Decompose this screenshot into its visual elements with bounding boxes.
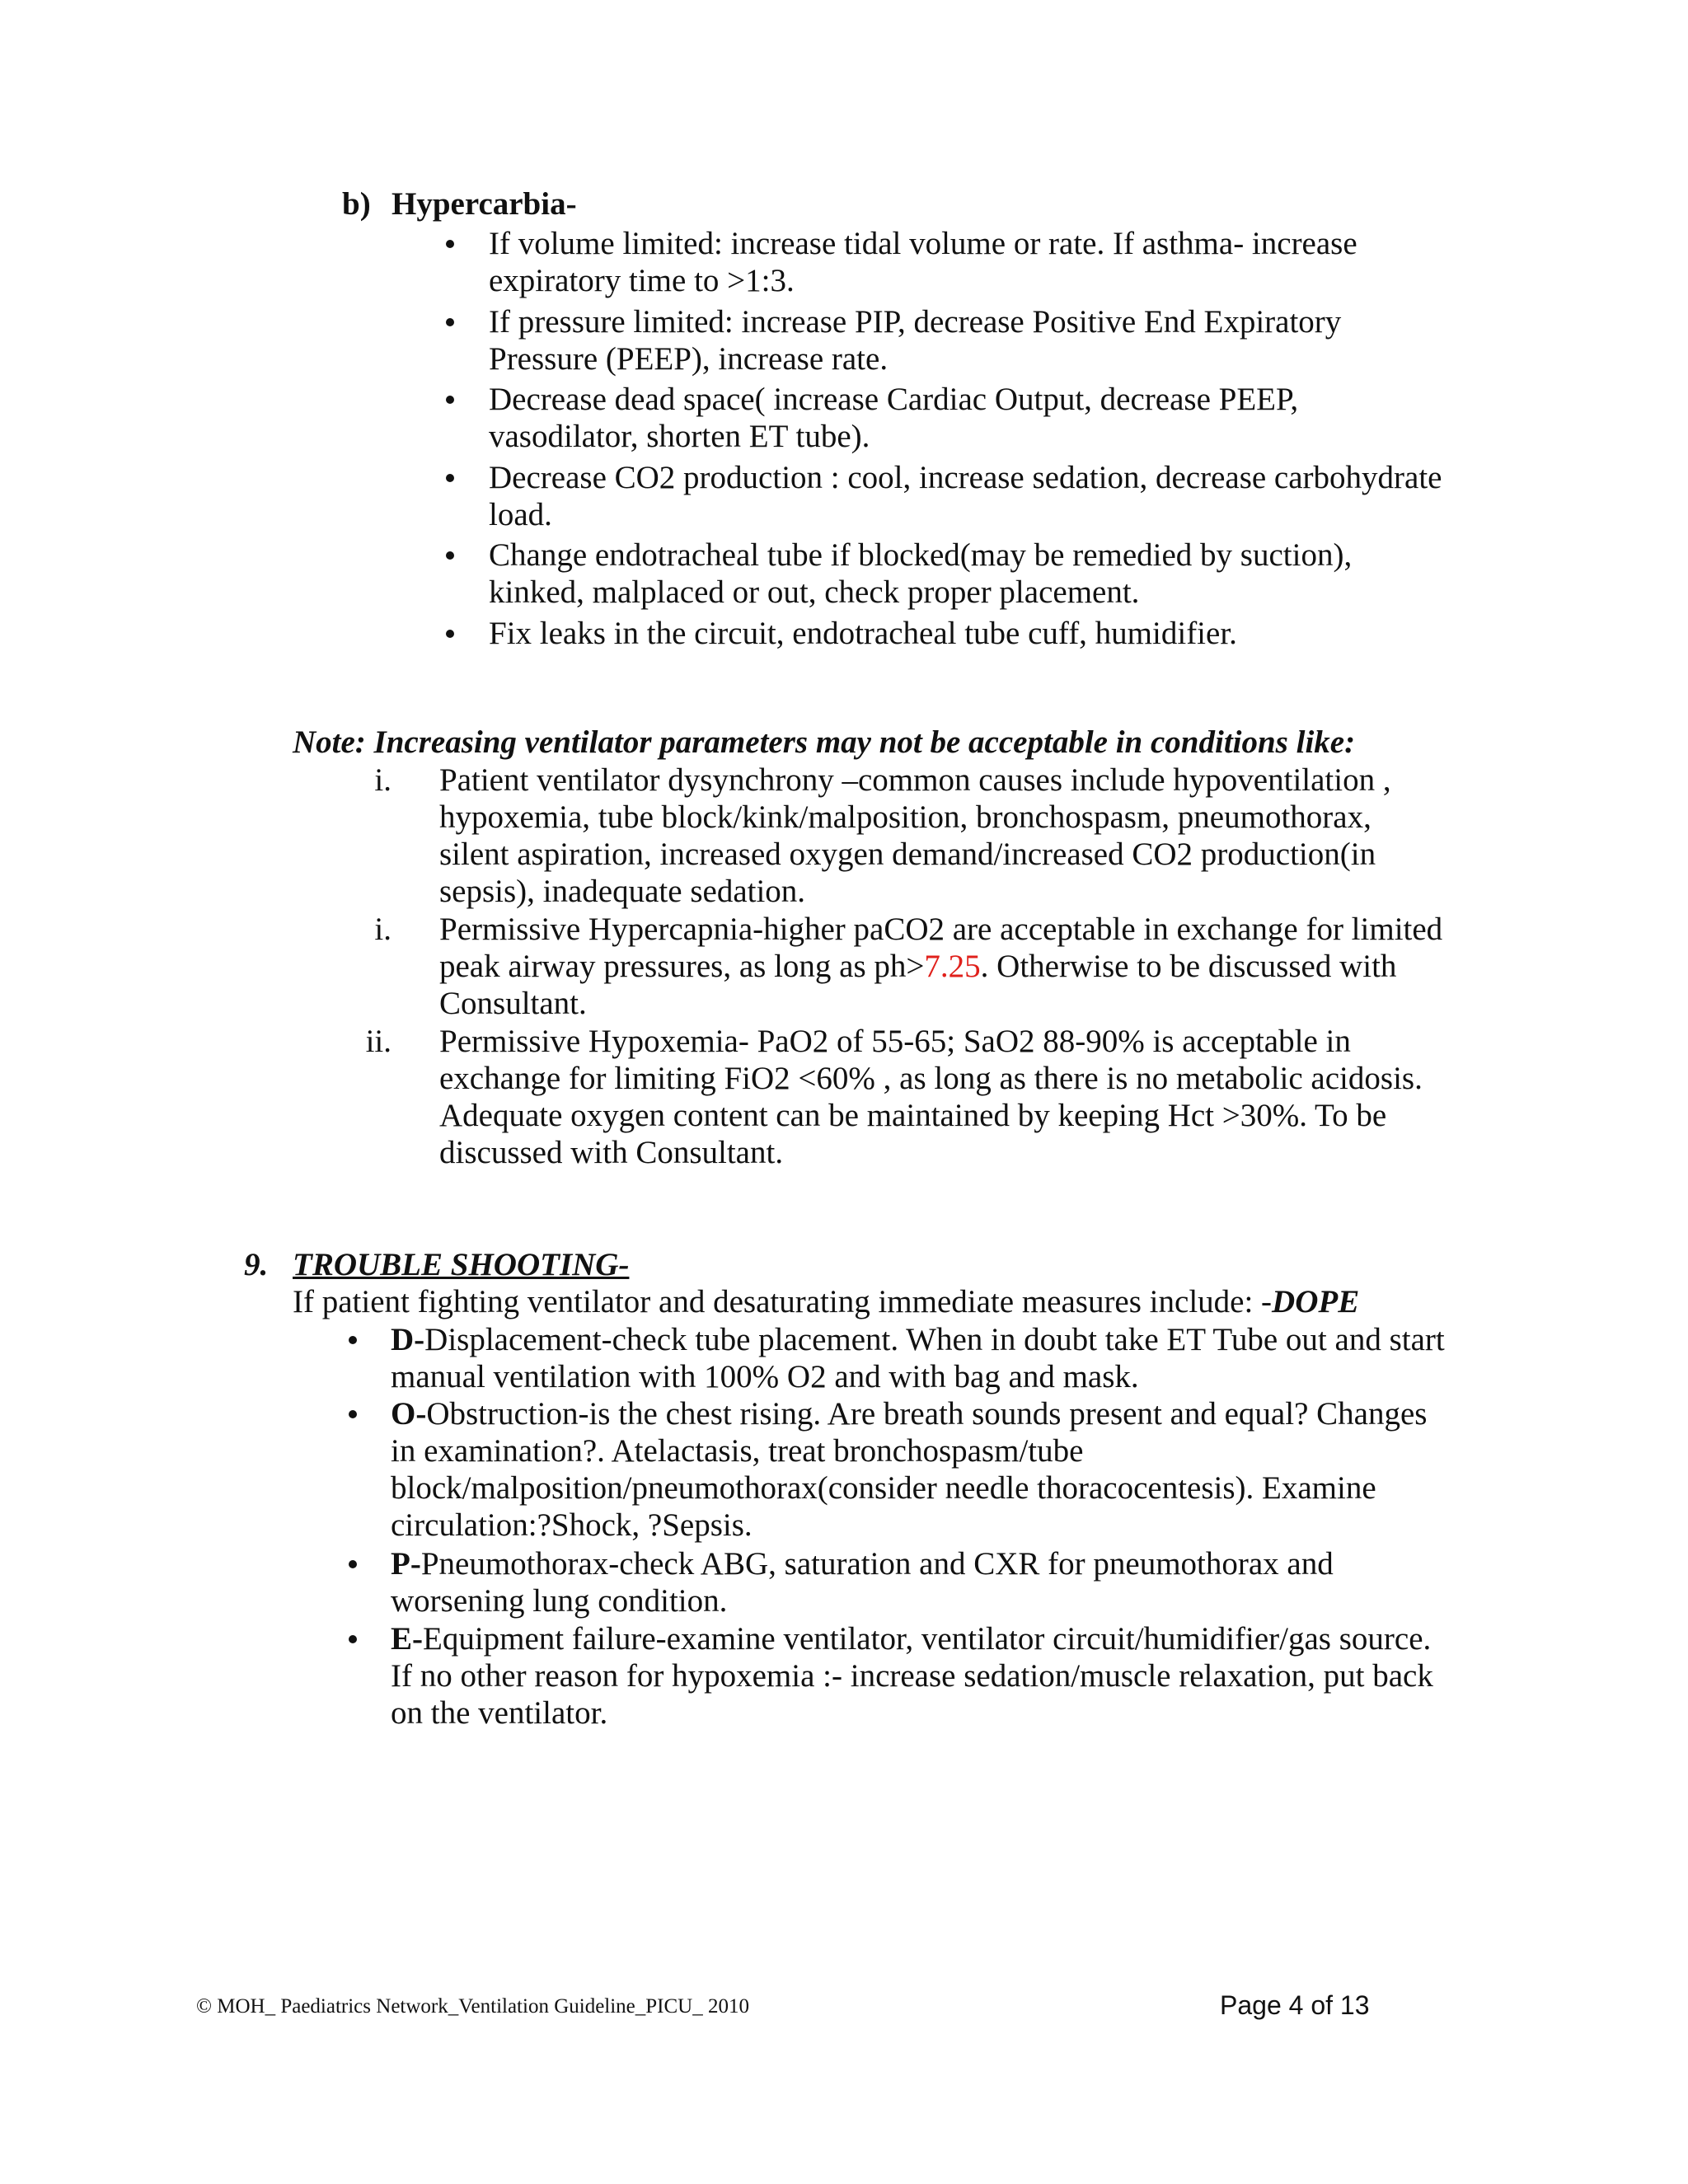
list-item-line: Change endotracheal tube if blocked(may be remedied by suction), <box>489 537 1353 573</box>
list-item-line: If volume limited: increase tidal volume or rate. If asthma- increase <box>489 226 1357 261</box>
list-item-line: Patient ventilator dysynchrony –common causes include hypoventilation , <box>439 762 1391 798</box>
list-item-line: manual ventilation with 100% O2 and with bag and mask. <box>391 1359 1139 1394</box>
bullet-icon <box>446 630 454 638</box>
list-item-line: Adequate oxygen content can be maintained by keeping Hct >30%. To be <box>439 1098 1387 1133</box>
list-item-line: block/malposition/pneumothorax(consider needle thoracocentesis). Examine <box>391 1470 1376 1506</box>
list-item-line: If no other reason for hypoxemia :- increase sedation/muscle relaxation, put back <box>391 1658 1433 1694</box>
dope-key: O- <box>391 1396 427 1432</box>
bullet-icon <box>349 1560 357 1568</box>
intro-line <box>293 1283 1359 1320</box>
line-text: Equipment failure-examine ventilator, ventilator circuit/humidifier/gas source. <box>423 1621 1432 1657</box>
bullet-icon <box>349 1336 357 1344</box>
list-item-line: expiratory time to >1:3. <box>489 263 795 298</box>
list-item-line: discussed with Consultant. <box>439 1135 784 1170</box>
list-item-line: load. <box>489 497 552 532</box>
list-item-line <box>439 948 1396 985</box>
dope-key: P- <box>391 1546 421 1582</box>
bullet-icon <box>446 396 454 404</box>
list-numeral: i. <box>374 762 392 798</box>
page-number: Page 4 of 13 <box>1220 1990 1370 2020</box>
list-item-line: circulation:?Shock, ?Sepsis. <box>391 1507 753 1543</box>
bullet-icon <box>349 1410 357 1418</box>
intro-text: If patient fighting ventilator and desaturating immediate measures include: - <box>293 1284 1273 1319</box>
list-item-line: If pressure limited: increase PIP, decrease Positive End Expiratory <box>489 304 1342 340</box>
bullet-icon <box>446 474 454 482</box>
section-label: b) <box>342 186 371 222</box>
line-text: . Otherwise to be discussed with <box>980 949 1397 984</box>
dope-key: D- <box>391 1322 425 1357</box>
bullet-icon <box>446 318 454 326</box>
bullet-icon <box>446 551 454 560</box>
list-item-line: Permissive Hypoxemia- PaO2 of 55-65; SaO2 88-90% is acceptable in <box>439 1024 1351 1059</box>
line-text: Displacement-check tube placement. When in doubt take ET Tube out and start <box>424 1322 1445 1357</box>
list-item-line <box>391 1395 1427 1432</box>
list-item-line: vasodilator, shorten ET tube). <box>489 419 870 454</box>
dope-key: E- <box>391 1621 423 1657</box>
list-item-line: silent aspiration, increased oxygen demand/increased CO2 production(in <box>439 837 1376 872</box>
list-item-line: Consultant. <box>439 986 587 1021</box>
list-item-line: on the ventilator. <box>391 1695 608 1731</box>
line-text: Pneumothorax-check ABG, saturation and CXR for pneumothorax and <box>420 1546 1334 1582</box>
list-item-line: kinked, malplaced or out, check proper placement. <box>489 574 1140 610</box>
bullet-icon <box>349 1635 357 1643</box>
list-numeral: i. <box>374 912 392 947</box>
list-item-line <box>391 1321 1445 1358</box>
list-item-line: Permissive Hypercapnia-higher paCO2 are acceptable in exchange for limited <box>439 912 1443 947</box>
bullet-icon <box>446 240 454 248</box>
list-item-line: hypoxemia, tube block/kink/malposition, bronchospasm, pneumothorax, <box>439 799 1372 835</box>
list-item-line: Decrease CO2 production : cool, increase sedation, decrease carbohydrate <box>489 460 1442 495</box>
line-text: Obstruction-is the chest rising. Are breath sounds present and equal? Changes <box>426 1396 1428 1432</box>
section-heading-troubleshooting: TROUBLE SHOOTING- <box>293 1247 630 1282</box>
note-heading: Note: Increasing ventilator parameters may not be acceptable in conditions like: <box>293 724 1356 760</box>
list-item-line: Fix leaks in the circuit, endotracheal tube cuff, humidifier. <box>489 616 1237 651</box>
list-item-line <box>391 1545 1334 1582</box>
list-numeral: ii. <box>365 1024 392 1059</box>
section-heading-hypercarbia: Hypercarbia- <box>392 186 577 222</box>
list-item-line <box>391 1620 1431 1657</box>
list-item-line: exchange for limiting FiO2 <60% , as long as there is no metabolic acidosis. <box>439 1061 1423 1096</box>
list-item-line: Decrease dead space( increase Cardiac Output, decrease PEEP, <box>489 382 1299 417</box>
dope-acronym: DOPE <box>1272 1284 1360 1319</box>
list-item-line: sepsis), inadequate sedation. <box>439 874 806 909</box>
section-number: 9. <box>244 1247 269 1282</box>
list-item-line: in examination?. Atelactasis, treat bronchospasm/tube <box>391 1433 1084 1469</box>
list-item-line: worsening lung condition. <box>391 1583 728 1619</box>
line-text: peak airway pressures, as long as ph> <box>439 949 925 984</box>
footer-copyright: © MOH_ Paediatrics Network_Ventilation Guideline_PICU_ 2010 <box>196 1995 749 2018</box>
highlighted-ph-value: 7.25 <box>924 949 981 984</box>
list-item-line: Pressure (PEEP), increase rate. <box>489 341 889 377</box>
